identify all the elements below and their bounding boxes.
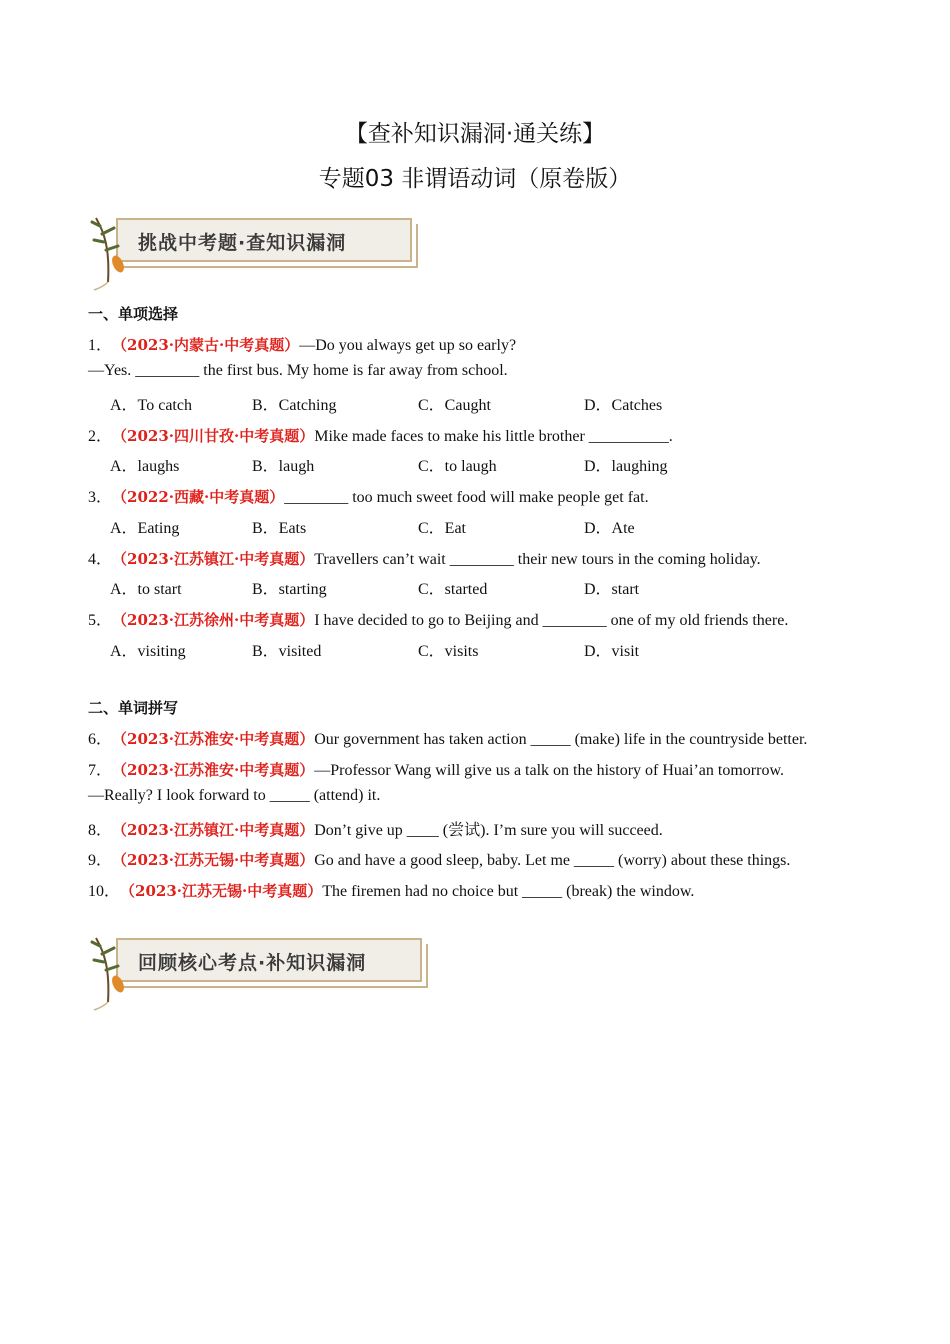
option-b: B．starting [252,581,327,598]
question-1-line2: —Yes. ________ the first bus. My home is far away from school. [88,362,508,379]
option-b: B．Eats [252,520,307,537]
option-b: B．laugh [252,458,315,475]
source-tag: （2023·内蒙古·中考真题） [112,336,300,354]
question-text: Mike made faces to make his little brother __________. [314,428,673,445]
question-4 [88,546,761,569]
plant-decoration-icon [88,212,134,292]
page-subtitle: 专题03 非谓语动词（原卷版） [318,166,632,192]
section-heading-choice: 一、单项选择 [88,305,179,323]
question-text: —Do you always get up so early? [299,337,517,354]
option-d: D．laughing [584,458,668,475]
option-b: B．visited [252,643,322,660]
question-text: The firemen had no choice but _____ (break) the window. [322,883,695,900]
option-d: D．Catches [584,397,663,414]
source-tag: （2022·西藏·中考真题） [112,488,285,506]
question-1 [88,332,516,355]
option-a: A．To catch [110,397,192,414]
option-d: D．Ate [584,520,635,537]
question-number: 8． [88,822,113,839]
question-text: Go and have a good sleep, baby. Let me _____ (worry) about these things. [314,852,791,869]
option-c: C．Eat [418,520,466,537]
question-2 [88,423,673,446]
option-c: C．Caught [418,397,491,414]
option-a: A．visiting [110,643,186,660]
section-heading-spelling: 二、单词拼写 [88,699,179,717]
question-text: Don’t give up ____ (尝试). I’m sure you will succeed. [314,822,663,839]
question-5 [88,607,788,630]
page-title: 【查补知识漏洞·通关练】 [344,121,606,147]
question-number: 7． [88,762,113,779]
option-d: D．visit [584,643,640,660]
source-tag: （2023·江苏镇江·中考真题） [112,821,315,839]
question-text: Our government has taken action _____ (make) life in the countryside better. [314,731,808,748]
question-9 [88,847,790,870]
question-10 [88,878,694,901]
question-number: 6． [88,731,113,748]
question-number: 10． [88,883,121,900]
source-tag: （2023·江苏淮安·中考真题） [112,761,315,779]
banner-label: 回顾核心考点·补知识漏洞 [138,952,367,974]
option-a: A．Eating [110,520,180,537]
option-a: A．to start [110,581,182,598]
banner-label: 挑战中考题·查知识漏洞 [138,232,347,254]
question-number: 1． [88,337,113,354]
question-number: 2． [88,428,113,445]
option-b: B．Catching [252,397,337,414]
question-text: Travellers can’t wait ________ their new tours in the coming holiday. [314,551,761,568]
option-c: C．visits [418,643,479,660]
source-tag: （2023·江苏无锡·中考真题） [112,851,315,869]
question-text: —Professor Wang will give us a talk on the history of Huai’an tomorrow. [314,762,784,779]
source-tag: （2023·江苏淮安·中考真题） [112,730,315,748]
option-a: A．laughs [110,458,180,475]
source-tag: （2023·四川甘孜·中考真题） [112,427,315,445]
option-c: C．started [418,581,488,598]
question-7-line2: —Really? I look forward to _____ (attend) it. [88,787,381,804]
question-3 [88,484,649,507]
section-banner-challenge [88,212,428,274]
source-tag: （2023·江苏无锡·中考真题） [120,882,323,900]
question-8 [88,817,663,840]
question-number: 5． [88,612,113,629]
plant-decoration-icon [88,932,134,1012]
source-tag: （2023·江苏徐州·中考真题） [112,611,315,629]
question-text: ________ too much sweet food will make people get fat. [284,489,649,506]
question-number: 9． [88,852,113,869]
question-text: I have decided to go to Beijing and ________ one of my old friends there. [314,612,789,629]
option-c: C．to laugh [418,458,497,475]
question-7 [88,757,784,780]
question-number: 3． [88,489,113,506]
option-d: D．start [584,581,640,598]
section-banner-review [88,932,438,994]
question-number: 4． [88,551,113,568]
question-6 [88,726,807,749]
source-tag: （2023·江苏镇江·中考真题） [112,550,315,568]
